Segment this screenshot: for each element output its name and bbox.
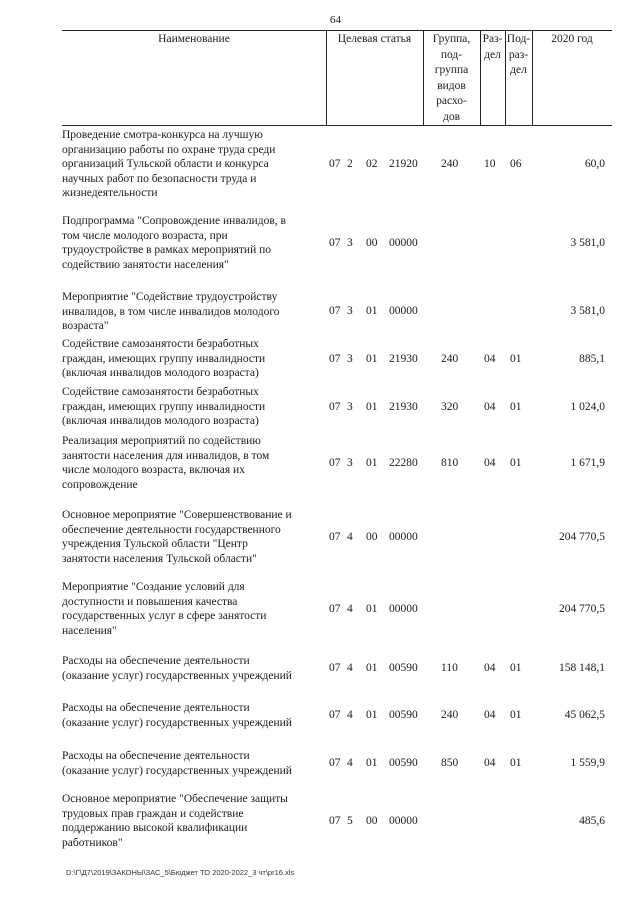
section: 04: [484, 401, 496, 413]
row-name-line: Расходы на обеспечение деятельности: [62, 750, 250, 762]
header-group: [423, 33, 480, 123]
row-name-line: научных работ по безопасности труда и: [62, 172, 257, 185]
header-section-line: дел: [484, 48, 501, 61]
row-name-line: Реализация мероприятий по содействию: [62, 435, 261, 447]
row-name-line: доступности и повышения качества: [62, 595, 238, 608]
section: 04: [484, 757, 496, 769]
row-name: [62, 580, 324, 638]
row-name-line: занятости населения для инвалидов, в том: [62, 449, 270, 462]
header-group-line: видов: [437, 79, 466, 92]
code-subprogram: 3: [347, 353, 353, 365]
row-name-line: Основное мероприятие "Совершенствование и: [62, 509, 292, 521]
code-program: 07: [329, 815, 341, 827]
header-group-line: Группа,: [432, 33, 471, 45]
code-program: 07: [329, 401, 341, 413]
code-event: 00: [366, 815, 378, 827]
code-program: 07: [329, 662, 341, 674]
expense-group: 320: [441, 401, 459, 413]
row-name-line: Содействие самозанятости безработных: [62, 386, 259, 398]
row-name-line: сопровождение: [62, 478, 138, 491]
code-event: 02: [366, 158, 378, 170]
header-year: 2020 год: [551, 33, 593, 45]
code-subprogram: 2: [347, 158, 353, 170]
row-name-line: Содействие самозанятости безработных: [62, 338, 259, 350]
section: 04: [484, 709, 496, 721]
row-name: [62, 385, 324, 429]
code-direction: 00590: [389, 662, 418, 674]
subsection: 01: [510, 757, 522, 769]
code-direction: 00000: [389, 531, 418, 543]
row-name-line: трудоустройстве в рамках мероприятий по: [62, 244, 272, 257]
row-name-line: (оказание услуг) государственных учреждений: [62, 669, 292, 682]
row-name-line: обеспечение деятельности государственного: [62, 523, 281, 536]
amount-2020: 1 671,9: [570, 457, 605, 469]
code-event: 01: [366, 305, 378, 317]
row-name-line: граждан, имеющих группу инвалидности: [62, 400, 266, 413]
row-name-line: Основное мероприятие "Обеспечение защиты: [62, 793, 288, 805]
header-subsection: [505, 33, 532, 77]
row-name: [62, 337, 324, 381]
code-event: 01: [366, 401, 378, 413]
header-group-line: под-: [440, 48, 463, 61]
expense-group: 240: [441, 709, 459, 721]
amount-2020: 204 770,5: [559, 603, 605, 615]
row-name-line: Мероприятие "Содействие трудоустройству: [62, 291, 278, 303]
code-event: 01: [366, 662, 378, 674]
row-name-line: организаций Тульской области и конкурса: [62, 158, 269, 171]
header-target: Целевая статья: [337, 33, 412, 45]
amount-2020: 60,0: [584, 158, 605, 170]
code-program: 07: [329, 531, 341, 543]
header-name: Наименование: [158, 33, 230, 45]
row-name-line: инвалидов, в том числе инвалидов молодого: [62, 305, 280, 318]
file-path-footer: D:\Г\Д7\2019\ЗАКОНЫ\ЗАС_5\Бюджет ТО 2020-2022_3 чт\pr16.xls: [66, 868, 295, 877]
row-name-line: том числе молодого возраста, при: [62, 229, 228, 242]
code-event: 01: [366, 457, 378, 469]
code-subprogram: 3: [347, 457, 353, 469]
row-name-line: организацию работы по охране труда среди: [62, 143, 276, 156]
header-subsection-line: раз-: [508, 48, 529, 61]
row-name-line: трудовых прав граждан и содействие: [62, 807, 244, 820]
page-number: 64: [330, 14, 341, 26]
code-program: 07: [329, 603, 341, 615]
amount-2020: 204 770,5: [559, 531, 605, 543]
row-name-line: Расходы на обеспечение деятельности: [62, 655, 250, 667]
header-group-line: расхо-: [436, 95, 467, 107]
amount-2020: 158 148,1: [559, 662, 605, 674]
header-group-line: дов: [442, 110, 461, 123]
code-direction: 21930: [389, 401, 418, 413]
expense-group: 110: [441, 662, 458, 674]
row-name-line: занятости населения Тульской области": [62, 552, 257, 565]
amount-2020: 3 581,0: [570, 305, 605, 317]
code-direction: 22280: [389, 457, 418, 469]
subsection: 01: [510, 709, 522, 721]
row-name-line: государственных услуг в сфере занятости: [62, 610, 267, 623]
section: 04: [484, 662, 496, 674]
code-event: 01: [366, 353, 378, 365]
amount-2020: 1 559,9: [570, 757, 605, 769]
code-event: 00: [366, 237, 378, 249]
row-name-line: (включая инвалидов молодого возраста): [62, 367, 259, 380]
code-subprogram: 4: [347, 603, 353, 615]
row-name-line: числе молодого возраста, включая их: [62, 464, 245, 477]
row-name-line: содействию занятости населения": [62, 258, 229, 271]
amount-2020: 485,6: [579, 815, 605, 827]
expense-group: 810: [441, 457, 459, 469]
code-direction: 21930: [389, 353, 418, 365]
row-name-line: жизнедеятельности: [62, 187, 158, 200]
row-name-line: (включая инвалидов молодого возраста): [62, 415, 259, 428]
amount-2020: 45 062,5: [564, 709, 605, 721]
row-name: [62, 749, 324, 778]
section: 04: [484, 457, 496, 469]
header-top-border: [62, 30, 612, 31]
code-subprogram: 4: [347, 757, 353, 769]
row-name: [62, 508, 324, 566]
code-program: 07: [329, 457, 341, 469]
code-direction: 00590: [389, 757, 418, 769]
row-name: [62, 128, 324, 201]
row-name-line: населения": [62, 624, 117, 637]
subsection: 01: [510, 353, 522, 365]
code-subprogram: 3: [347, 237, 353, 249]
code-event: 01: [366, 603, 378, 615]
code-subprogram: 4: [347, 662, 353, 674]
code-program: 07: [329, 237, 341, 249]
subsection: 06: [510, 158, 522, 170]
code-subprogram: 3: [347, 401, 353, 413]
row-name-line: граждан, имеющих группу инвалидности: [62, 352, 266, 365]
code-event: 01: [366, 757, 378, 769]
row-name-line: (оказание услуг) государственных учреждений: [62, 764, 292, 777]
row-name-line: Проведение смотра-конкурса на лучшую: [62, 129, 263, 141]
row-name: [62, 654, 324, 683]
row-name-line: учреждения Тульской области "Центр: [62, 538, 248, 551]
code-event: 00: [366, 531, 378, 543]
code-direction: 21920: [389, 158, 418, 170]
code-program: 07: [329, 709, 341, 721]
header-bottom-border: [62, 125, 612, 126]
expense-group: 240: [441, 353, 459, 365]
row-name-line: Расходы на обеспечение деятельности: [62, 702, 250, 714]
header-section: [480, 33, 505, 61]
section: 10: [484, 158, 496, 170]
code-direction: 00000: [389, 237, 418, 249]
row-name: [62, 214, 324, 272]
row-name-line: поддержанию высокой квалификации: [62, 822, 248, 835]
row-name-line: возраста": [62, 320, 109, 333]
row-name-line: Подпрограмма "Сопровождение инвалидов, в: [62, 215, 286, 227]
row-name-line: работников": [62, 836, 123, 849]
expense-group: 850: [441, 757, 459, 769]
code-subprogram: 5: [347, 815, 353, 827]
header-subsection-line: дел: [510, 64, 527, 76]
amount-2020: 1 024,0: [570, 401, 605, 413]
code-program: 07: [329, 305, 341, 317]
subsection: 01: [510, 457, 522, 469]
subsection: 01: [510, 662, 522, 674]
row-name: [62, 290, 324, 334]
row-name-line: Мероприятие "Создание условий для: [62, 581, 245, 593]
row-name: [62, 434, 324, 492]
header-group-line: группа: [434, 64, 469, 76]
code-program: 07: [329, 757, 341, 769]
header-subsection-line: Под-: [506, 33, 531, 45]
row-name: [62, 701, 324, 730]
amount-2020: 885,1: [579, 353, 605, 365]
amount-2020: 3 581,0: [570, 237, 605, 249]
header-section-line: Раз-: [482, 33, 503, 45]
code-program: 07: [329, 158, 341, 170]
row-name-line: (оказание услуг) государственных учреждений: [62, 716, 292, 729]
code-subprogram: 3: [347, 305, 353, 317]
row-name: [62, 792, 324, 850]
code-direction: 00000: [389, 305, 418, 317]
code-program: 07: [329, 353, 341, 365]
code-subprogram: 4: [347, 709, 353, 721]
subsection: 01: [510, 401, 522, 413]
section: 04: [484, 353, 496, 365]
code-direction: 00590: [389, 709, 418, 721]
expense-group: 240: [441, 158, 459, 170]
code-direction: 00000: [389, 603, 418, 615]
code-event: 01: [366, 709, 378, 721]
code-subprogram: 4: [347, 531, 353, 543]
code-direction: 00000: [389, 815, 418, 827]
